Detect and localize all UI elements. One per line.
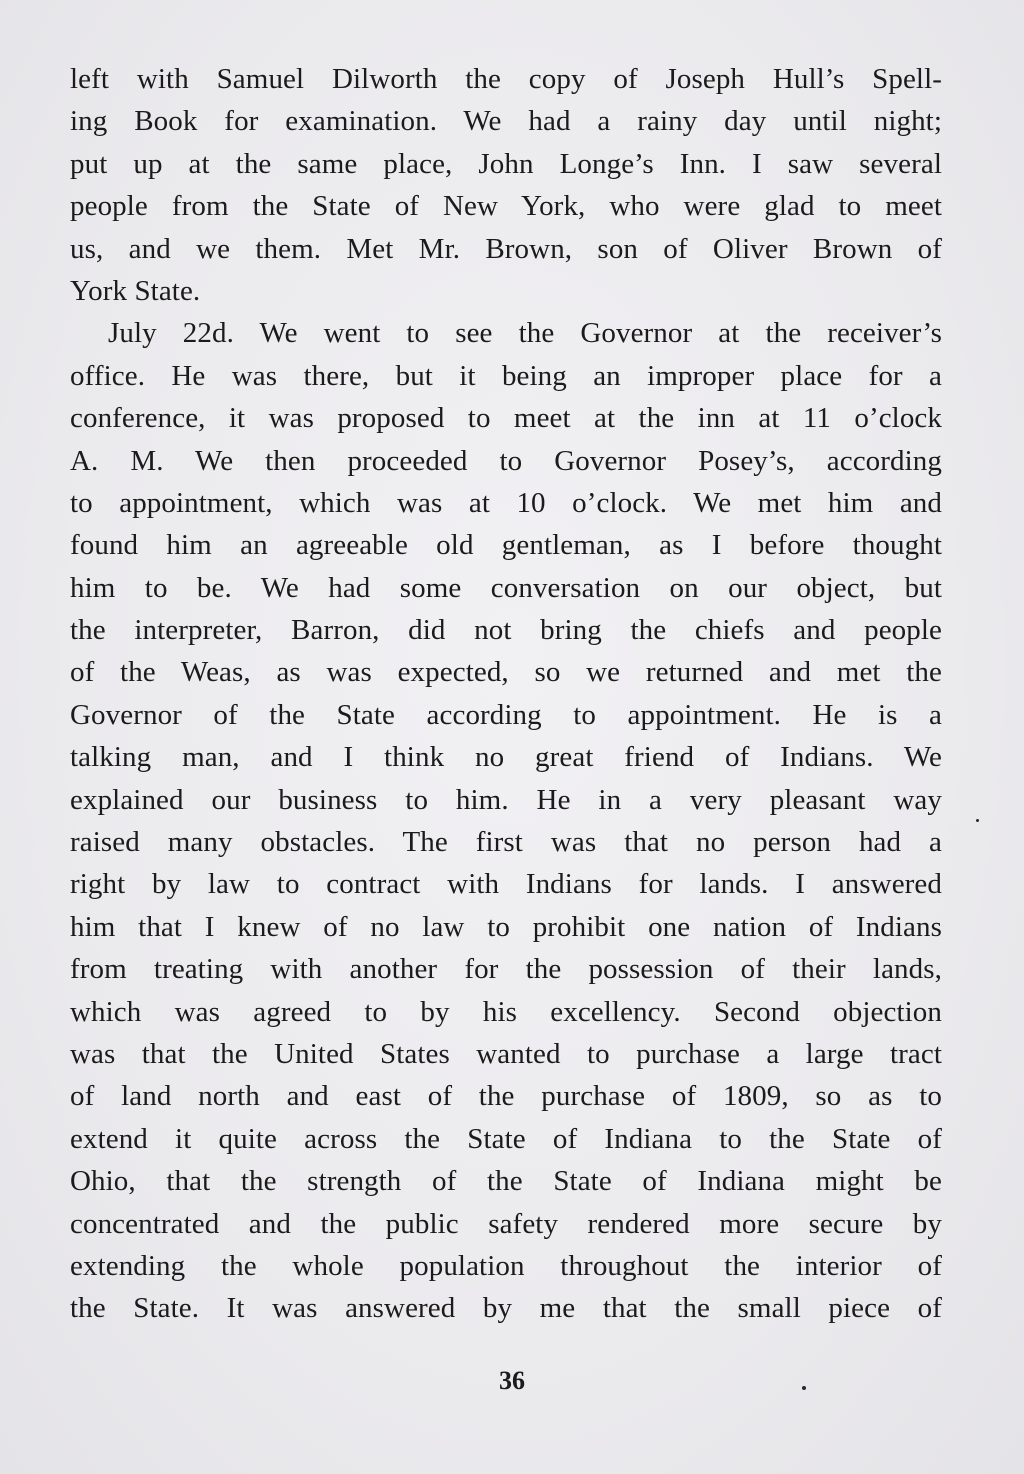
text-line: concentrated and the public safety rendered more secure by [70, 1207, 942, 1240]
body-text [70, 58, 942, 1330]
page-number: 36 [499, 1366, 525, 1395]
text-line: conference, it was proposed to meet at the inn at 11 o’clock [70, 402, 942, 435]
text-line: extend it quite across the State of Indiana to the State of [70, 1122, 942, 1155]
paper-speck [802, 1386, 806, 1390]
text-line: which was agreed to by his excellency. Second objection [70, 995, 942, 1028]
text-line: him to be. We had some conversation on our object, but [70, 571, 942, 604]
text-line: put up at the same place, John Longe’s Inn. I saw several [70, 147, 942, 180]
text-line: was that the United States wanted to purchase a large tract [70, 1037, 942, 1070]
text-line: ing Book for examination. We had a rainy day until night; [70, 105, 942, 138]
text-line: found him an agreeable old gentleman, as I before thought [70, 529, 942, 562]
text-line: from treating with another for the possession of their lands, [70, 953, 942, 986]
text-line: us, and we them. Met Mr. Brown, son of Oliver Brown of [70, 232, 942, 265]
text-line: Governor of the State according to appointment. He is a [70, 698, 942, 731]
text-line: the State. It was answered by me that the small piece of [70, 1292, 942, 1325]
text-line: A. M. We then proceeded to Governor Posey’s, according [70, 444, 942, 477]
text-line: him that I knew of no law to prohibit one nation of Indians [70, 910, 942, 943]
text-line: Ohio, that the strength of the State of Indiana might be [70, 1165, 942, 1198]
text-line: York State. [70, 274, 201, 307]
text-line: people from the State of New York, who were glad to meet [70, 190, 942, 223]
text-line: of land north and east of the purchase of 1809, so as to [70, 1080, 942, 1113]
text-line: of the Weas, as was expected, so we returned and met the [70, 656, 942, 689]
text-line: left with Samuel Dilworth the copy of Joseph Hull’s Spell- [70, 63, 942, 95]
text-line: explained our business to him. He in a very pleasant way [70, 783, 942, 816]
paper-speck [976, 819, 979, 822]
text-line: to appointment, which was at 10 o’clock. We met him and [70, 486, 942, 519]
text-line: extending the whole population throughout the interior of [70, 1249, 942, 1282]
text-line: right by law to contract with Indians for lands. I answered [70, 868, 942, 901]
text-line: talking man, and I think no great friend of Indians. We [70, 741, 942, 774]
text-line: the interpreter, Barron, did not bring the chiefs and people [70, 614, 942, 647]
text-line: July 22d. We went to see the Governor at the receiver’s [108, 317, 942, 350]
text-line: raised many obstacles. The first was that no person had a [70, 826, 942, 859]
text-line: office. He was there, but it being an improper place for a [70, 359, 942, 392]
